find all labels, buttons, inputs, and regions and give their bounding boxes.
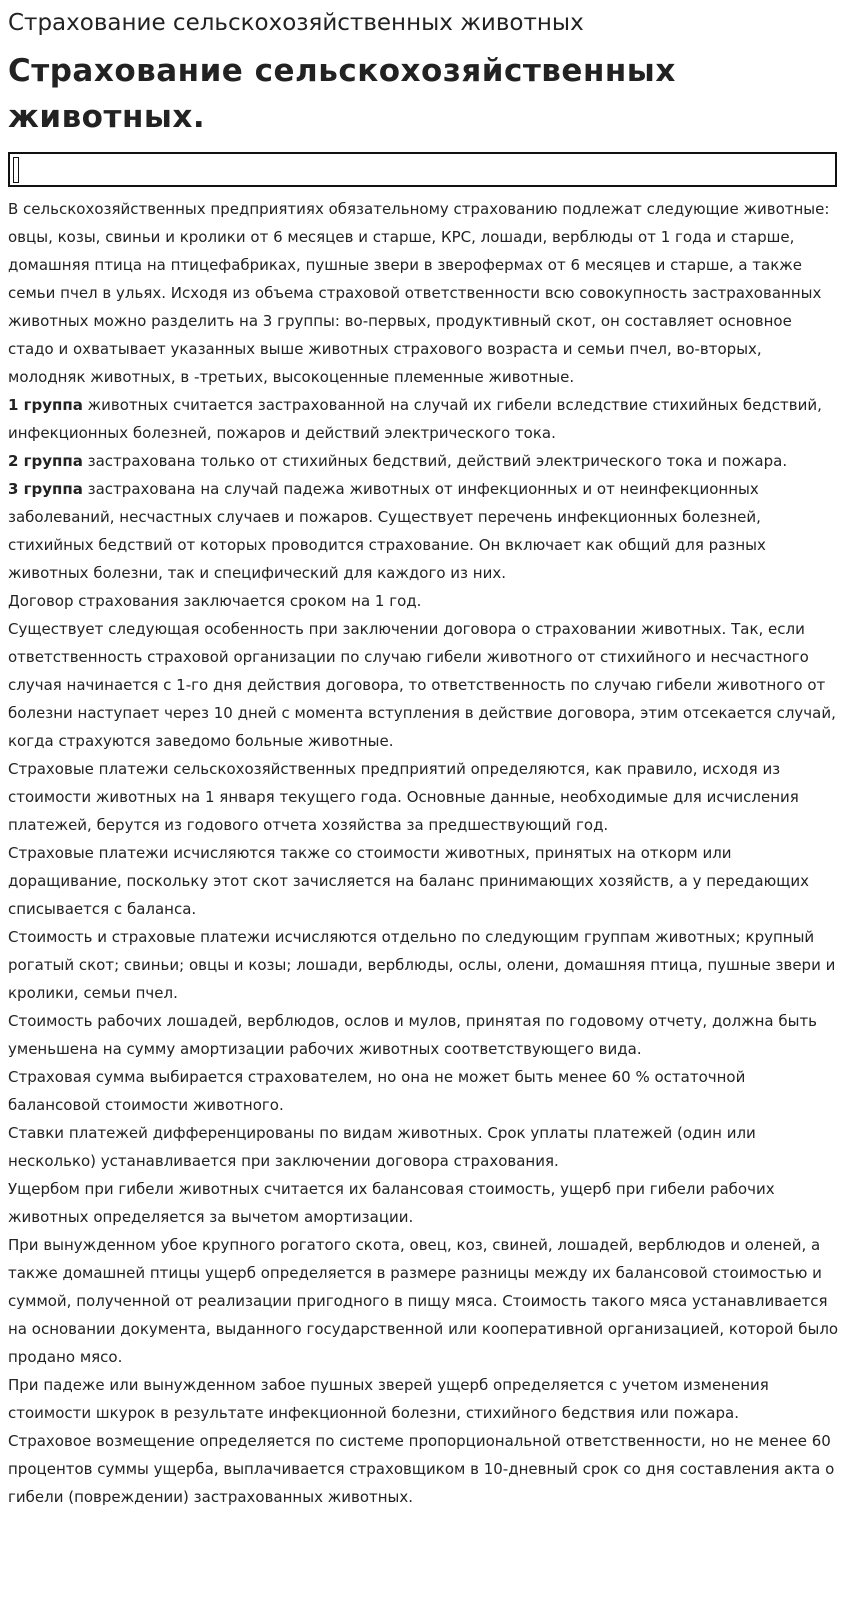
intro-paragraph: В сельскохозяйственных предприятиях обязательному страхованию подлежат следующие животные: овцы, козы, свиньи и кролики от 6 месяцев и старше, КРС, лошади, верблюды от 1 года и старше, домашняя птица на птицефабриках, пушные звери в зверофермах от 6 месяцев и старше, а также семьи пчел в ульях. Исходя из объема страховой ответственности всю совокупность застрахованных животных можно разделить на 3 группы: во-первых, продуктивный скот, он составляет основное стадо и охватывает указанных выше животных страхового возраста и семьи пчел, во-вторых, молодняк животных, в -третьих, высокоценные племенные животные. (8, 200, 830, 386)
group-text: животных считается застрахованной на случай их гибели вследствие стихийных бедствий, инфекционных болезней, пожаров и действий электрического тока. (8, 396, 822, 442)
group-text: застрахована на случай падежа животных от инфекционных и от неинфекционных заболеваний, несчастных случаев и пожаров. Существует перечень инфекционных болезней, стихийных бедствий от которых проводится страхование. Он включает как общий для разных животных болезни, так и специфический для каждого из них. (8, 480, 766, 582)
group-label: 3 группа (8, 480, 83, 498)
group-text: застрахована только от стихийных бедствий, действий электрического тока и пожара. (82, 452, 788, 470)
article-paragraph: При вынужденном убое крупного рогатого скота, овец, коз, свиней, лошадей, верблюдов и оленей, а также домашней птицы ущерб определяется в размере разницы между их балансовой стоимостью и суммой, полученной от реализации пригодного в пищу мяса. Стоимость такого мяса устанавливается на основании документа, выданного государственной или кооперативной организацией, которой было продано мясо. (8, 1236, 839, 1366)
group-paragraph (8, 447, 839, 475)
article-paragraph: Страховое возмещение определяется по системе пропорциональной ответственности, но не менее 60 процентов суммы ущерба, выплачивается страховщиком в 10-дневный срок со дня составления акта о гибели (повреждении) застрахованных животных. (8, 1432, 835, 1506)
article-paragraph: Ставки платежей дифференцированы по видам животных. Срок уплаты платежей (один или несколько) устанавливается при заключении договора страхования. (8, 1124, 756, 1170)
article-paragraph: Страховые платежи исчисляются также со стоимости животных, принятых на откорм или доращивание, поскольку этот скот зачисляется на баланс принимающих хозяйств, а у передающих списывается с баланса. (8, 844, 809, 918)
article-paragraph: При падеже или вынужденном забое пушных зверей ущерб определяется с учетом изменения стоимости шкурок в результате инфекционной болезни, стихийного бедствия или пожара. (8, 1376, 769, 1422)
article-paragraph: Стоимость и страховые платежи исчисляются отдельно по следующим группам животных; крупный рогатый скот; свиньи; овцы и козы; лошади, верблюды, ослы, олени, домашняя птица, пушные звери и кролики, семьи пчел. (8, 928, 836, 1002)
article-paragraph: Договор страхования заключается сроком на 1 год. (8, 592, 422, 610)
group-label: 1 группа (8, 396, 83, 414)
article-paragraph: Страховые платежи сельскохозяйственных предприятий определяются, как правило, исходя из стоимости животных на 1 января текущего года. Основные данные, необходимые для исчисления платежей, берутся из годового отчета хозяйства за предшествующий год. (8, 760, 799, 834)
group-label: 2 группа (8, 452, 83, 470)
article-body (8, 195, 839, 1511)
group-paragraph (8, 391, 839, 447)
article-paragraph: Существует следующая особенность при заключении договора о страховании животных. Так, если ответственность страховой организации по случаю гибели животного от стихийного и несчастного случая начинается с 1-го дня действия договора, то ответственность по случаю гибели животного от болезни наступает через 10 дней с момента вступления в действие договора, этим отсекается случай, когда страхуются заведомо больные животные. (8, 620, 836, 750)
text-caret (13, 157, 19, 183)
article-paragraph: Страховая сумма выбирается страхователем, но она не может быть менее 60 % остаточной балансовой стоимости животного. (8, 1068, 746, 1114)
group-paragraph (8, 475, 839, 587)
article-paragraph: Стоимость рабочих лошадей, верблюдов, ослов и мулов, принятая по годовому отчету, должна быть уменьшена на сумму амортизации рабочих животных соответствующего вида. (8, 1012, 818, 1058)
page-title: Страхование сельскохозяйственных животных. (8, 53, 676, 135)
page-tab-title: Страхование сельскохозяйственных животных (8, 10, 584, 36)
search-input[interactable] (8, 152, 837, 187)
article-paragraph: Ущербом при гибели животных считается их балансовая стоимость, ущерб при гибели рабочих животных определяется за вычетом амортизации. (8, 1180, 775, 1226)
